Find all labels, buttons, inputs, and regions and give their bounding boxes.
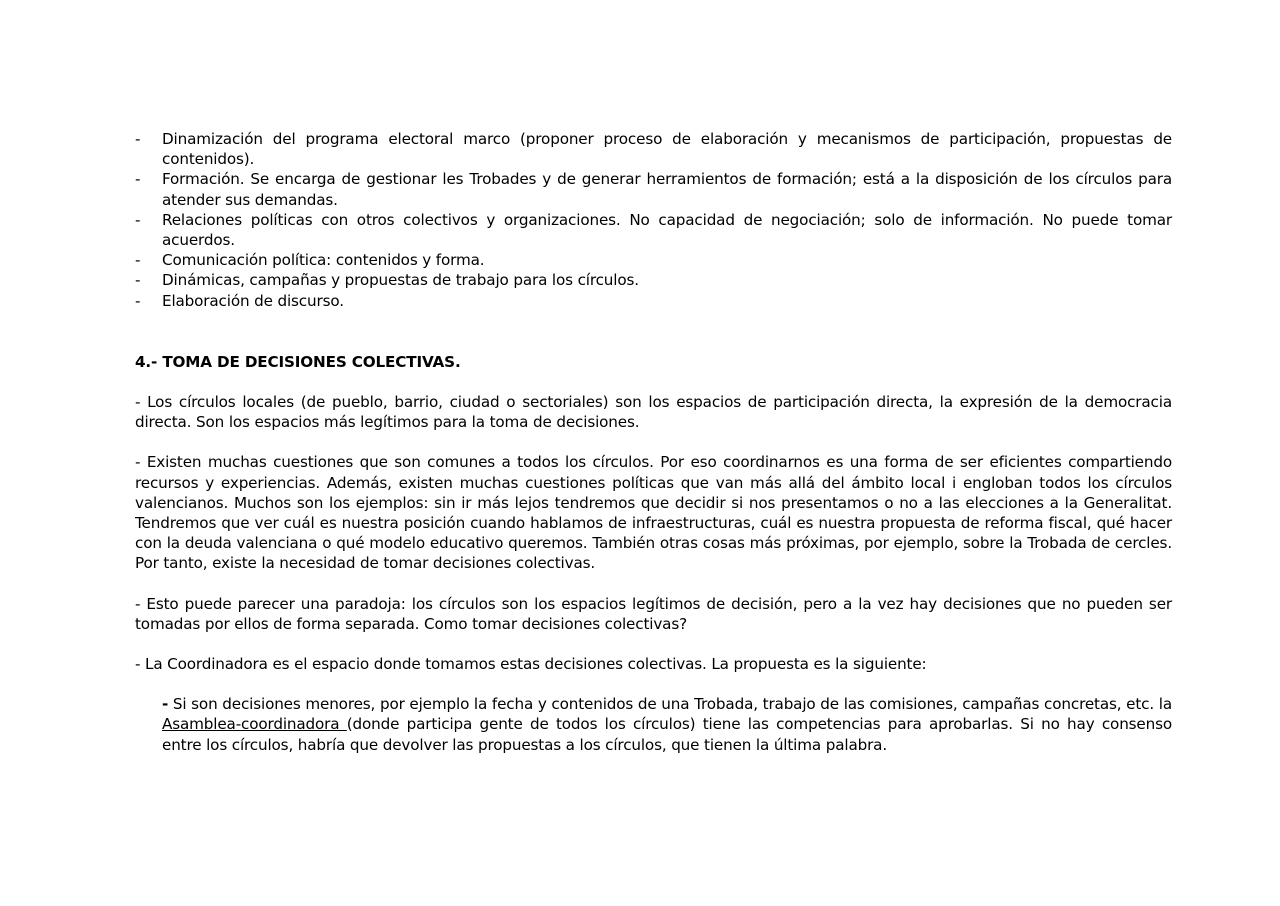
bullet-text: Dinámicas, campañas y propuestas de trabajo para los círculos. bbox=[162, 271, 639, 290]
paragraph: - Existen muchas cuestiones que son comunes a todos los círculos. Por eso coordinarnos es una forma de ser eficientes compartiendo recursos y experiencias. Además, existen muchas cuestiones políticas que van más allá del ámbito local i engloban todos los círculos valencianos. Muchos son los ejemplos: sin ir más lejos tendremos que decidir si nos presentamos o no a las elecciones a la Generalitat. Tendremos que ver cuál es nuestra posición cuando hablamos de infraestructuras, cuál es nuestra propuesta de reforma fiscal, qué hacer con la deuda valenciana o qué modelo educativo queremos. También otras cosas más próximas, por ejemplo, sobre la Trobada de cercles. Por tanto, existe la necesidad de tomar decisiones colectivas. bbox=[135, 453, 1172, 573]
bullet-dash: - bbox=[135, 170, 141, 189]
bullet-dash: - bbox=[135, 271, 141, 290]
bullet-text: Relaciones políticas con otros colectivos y organizaciones. No capacidad de negociación; solo de información. No puede tomar acuerdos. bbox=[162, 210, 1172, 250]
bullet-text: Comunicación política: contenidos y forma. bbox=[162, 251, 485, 270]
sub-item-dash: - bbox=[162, 695, 169, 714]
list-item bbox=[135, 270, 1172, 290]
list-item bbox=[135, 129, 1172, 169]
bullet-dash: - bbox=[135, 291, 141, 310]
indented-sub-item bbox=[162, 694, 1172, 755]
bullet-text: Dinamización del programa electoral marco (proponer proceso de elaboración y mecanismos de participación, propuestas de contenidos). bbox=[162, 130, 1172, 169]
bullet-dash: - bbox=[135, 210, 141, 229]
list-item bbox=[135, 169, 1172, 209]
bullet-list bbox=[135, 129, 1172, 311]
underlined-term: Asamblea-coordinadora bbox=[162, 715, 347, 734]
list-item bbox=[135, 250, 1172, 270]
bullet-text: Elaboración de discurso. bbox=[162, 291, 344, 310]
bullet-text: Formación. Se encarga de gestionar les Trobades y de generar herramientos de formación; está a la disposición de los círculos para atender sus demandas. bbox=[162, 170, 1172, 209]
sub-item-text-after: (donde participa gente de todos los círculos) tiene las competencias para aprobarlas. Si no hay consenso entre los círculos, habría que devolver las propuestas a los círculos, que tienen la última palabra. bbox=[162, 715, 1173, 754]
list-item bbox=[135, 291, 1172, 311]
paragraph: - Esto puede parecer una paradoja: los círculos son los espacios legítimos de decisión, pero a la vez hay decisiones que no pueden ser tomadas por ellos de forma separada. Como tomar decisiones colectivas? bbox=[135, 594, 1172, 633]
bullet-dash: - bbox=[135, 251, 141, 270]
section-heading: 4.- TOMA DE DECISIONES COLECTIVAS. bbox=[135, 352, 461, 371]
paragraph: - Los círculos locales (de pueblo, barrio, ciudad o sectoriales) son los espacios de participación directa, la expresión de la democracia directa. Son los espacios más legítimos para la toma de decisiones. bbox=[135, 393, 1172, 432]
document-page bbox=[135, 129, 1172, 755]
paragraph: - La Coordinadora es el espacio donde tomamos estas decisiones colectivas. La propuesta es la siguiente: bbox=[135, 655, 927, 674]
sub-item-text-before: Si son decisiones menores, por ejemplo la fecha y contenidos de una Trobada, trabajo de las comisiones, campañas concretas, etc. la bbox=[168, 695, 1172, 714]
list-item bbox=[135, 210, 1172, 250]
bullet-dash: - bbox=[135, 130, 141, 148]
